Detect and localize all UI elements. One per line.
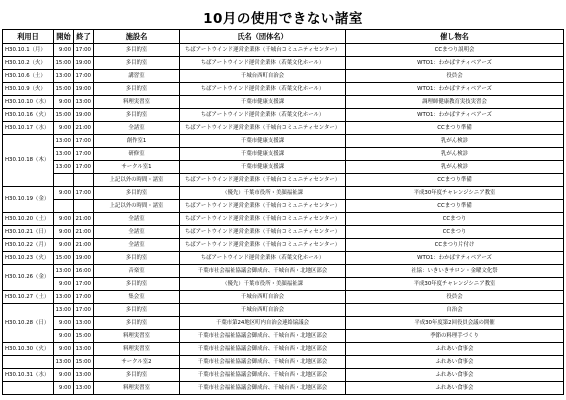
table-row	[3, 148, 564, 161]
start-time-cell: 9:00	[54, 239, 74, 252]
start-time-cell: 13:00	[54, 161, 74, 174]
event-cell: WTO1：わかばすティベアーズ	[346, 109, 564, 122]
start-time-cell: 9:00	[54, 44, 74, 57]
table-row	[3, 161, 564, 174]
table-row	[3, 369, 564, 382]
table-row	[3, 200, 564, 213]
event-cell: CCまつり準備	[346, 200, 564, 213]
organization-cell: 千葉市社会福祉協議会御成台、千城台西・北地区部会	[180, 330, 346, 343]
event-cell: ふれあい食事会	[346, 369, 564, 382]
start-time-cell: 9:00	[54, 317, 74, 330]
column-header-start: 開始	[54, 30, 74, 44]
end-time-cell: 21:00	[74, 226, 94, 239]
end-time-cell: 21:00	[74, 213, 94, 226]
start-time-cell: 13:00	[54, 70, 74, 83]
date-cell: H30.10.6（土）	[3, 70, 54, 83]
event-cell: 役員会	[346, 70, 564, 83]
organization-cell: （優先）千葉市役所・美顔福祉課	[180, 278, 346, 291]
event-cell: CCまつり準備	[346, 122, 564, 135]
start-time-cell: 15:00	[54, 252, 74, 265]
table-row	[3, 239, 564, 252]
end-time-cell: 21:00	[74, 122, 94, 135]
date-cell: H30.10.31（水）	[3, 369, 54, 382]
room-cell: サークル室2	[94, 356, 180, 369]
table-row	[3, 122, 564, 135]
event-cell: 自治会	[346, 304, 564, 317]
column-header-room: 施設名	[94, 30, 180, 44]
room-cell: 全諸室	[94, 122, 180, 135]
start-time-cell: 9:00	[54, 330, 74, 343]
event-cell: WTO1：わかばすティベアーズ	[346, 83, 564, 96]
room-cell: 研修室	[94, 148, 180, 161]
event-cell: 平成30年度チャレンジシニア教室	[346, 278, 564, 291]
table-row	[3, 96, 564, 109]
end-time-cell	[74, 174, 94, 187]
end-time-cell: 17:00	[74, 70, 94, 83]
end-time-cell: 13:00	[74, 382, 94, 395]
table-row	[3, 343, 564, 356]
start-time-cell: 9:00	[54, 343, 74, 356]
column-header-date: 利用日	[3, 30, 54, 44]
organization-cell: 千城台西町自治会	[180, 70, 346, 83]
table-row	[3, 213, 564, 226]
date-cell: H30.10.9（火）	[3, 83, 54, 96]
date-cell: H30.10.16（火）	[3, 109, 54, 122]
organization-cell: ちばアートウインド運営企業体（若葉文化ホール）	[180, 252, 346, 265]
room-cell: 多目的室	[94, 57, 180, 70]
table-row	[3, 382, 564, 395]
end-time-cell: 15:00	[74, 356, 94, 369]
organization-cell: 千葉市健康支援課	[180, 135, 346, 148]
room-cell: 料理実習室	[94, 343, 180, 356]
start-time-cell: 9:00	[54, 278, 74, 291]
organization-cell: ちばアートウインド運営企業体（若葉文化ホール）	[180, 109, 346, 122]
end-time-cell: 19:00	[74, 109, 94, 122]
end-time-cell: 19:00	[74, 252, 94, 265]
room-cell: サークル室1	[94, 161, 180, 174]
event-cell: CCまつり説明会	[346, 44, 564, 57]
end-time-cell: 17:00	[74, 278, 94, 291]
event-cell: CCまつり	[346, 226, 564, 239]
event-cell: 平成30年度チャレンジシニア教室	[346, 187, 564, 200]
table-row	[3, 265, 564, 278]
event-cell: 社協：いきいきサロン・金曜文化祭	[346, 265, 564, 278]
organization-cell: 千葉市健康支援課	[180, 96, 346, 109]
date-cell: H30.10.28（日）	[3, 304, 54, 343]
room-cell: 多目的室	[94, 304, 180, 317]
room-cell: 音楽室	[94, 265, 180, 278]
event-cell: CCまつり	[346, 213, 564, 226]
end-time-cell: 19:00	[74, 57, 94, 70]
start-time-cell: 13:00	[54, 304, 74, 317]
end-time-cell: 17:00	[74, 161, 94, 174]
organization-cell: ちばアートウインド運営企業体（千城台コミュニティセンター）	[180, 122, 346, 135]
table-row	[3, 278, 564, 291]
start-time-cell: 9:00	[54, 187, 74, 200]
organization-cell: ちばアートウインド運営企業体（若葉文化ホール）	[180, 83, 346, 96]
end-time-cell: 13:00	[74, 317, 94, 330]
organization-cell: 千葉市社会福祉協議会御成台、千城台西・北地区部会	[180, 369, 346, 382]
room-cell: 多目的室	[94, 83, 180, 96]
event-cell: 平成30年度第2回役員会議の開催	[346, 317, 564, 330]
table-row	[3, 135, 564, 148]
end-time-cell: 17:00	[74, 187, 94, 200]
start-time-cell: 9:00	[54, 96, 74, 109]
room-cell: 多目的室	[94, 187, 180, 200]
organization-cell: 千葉市第24地区町内自治会連絡協議会	[180, 317, 346, 330]
column-header-event: 催し物名	[346, 30, 564, 44]
start-time-cell: 13:00	[54, 148, 74, 161]
organization-cell: 千葉市社会福祉協議会御成台、千城台西・北地区部会	[180, 265, 346, 278]
room-cell: 集会室	[94, 291, 180, 304]
table-row	[3, 330, 564, 343]
date-cell: H30.10.30（火）	[3, 343, 54, 356]
event-cell: 乳がん検診	[346, 148, 564, 161]
room-cell: 上記以外の時間・諸室	[94, 200, 180, 213]
event-cell: WTO1：わかばすティベアーズ	[346, 252, 564, 265]
start-time-cell: 9:00	[54, 122, 74, 135]
end-time-cell: 13:00	[74, 96, 94, 109]
table-row	[3, 304, 564, 317]
event-cell: WTO1：わかばすティベアーズ	[346, 57, 564, 70]
date-cell: H30.10.20（土）	[3, 213, 54, 226]
end-time-cell: 19:00	[74, 83, 94, 96]
table-row	[3, 83, 564, 96]
room-cell: 多目的室	[94, 252, 180, 265]
start-time-cell: 13:00	[54, 135, 74, 148]
column-header-end: 終了	[74, 30, 94, 44]
start-time-cell: 15:00	[54, 57, 74, 70]
event-cell: ふれあい食事会	[346, 343, 564, 356]
organization-cell: ちばアートウインド運営企業体（千城台コミュニティセンター）	[180, 44, 346, 57]
room-cell: 多目的室	[94, 369, 180, 382]
start-time-cell: 13:00	[54, 291, 74, 304]
start-time-cell	[54, 174, 74, 187]
room-cell: 全諸室	[94, 226, 180, 239]
table-header-row	[3, 30, 564, 44]
organization-cell: ちばアートウインド運営企業体（千城台コミュニティセンター）	[180, 174, 346, 187]
table-row	[3, 57, 564, 70]
table-body	[3, 44, 564, 395]
date-cell	[3, 356, 54, 369]
end-time-cell: 13:00	[74, 343, 94, 356]
start-time-cell: 13:00	[54, 356, 74, 369]
event-cell: ふれあい食事会	[346, 356, 564, 369]
end-time-cell: 17:00	[74, 135, 94, 148]
start-time-cell: 9:00	[54, 226, 74, 239]
date-cell: H30.10.22（月）	[3, 239, 54, 252]
start-time-cell	[54, 200, 74, 213]
table-row	[3, 174, 564, 187]
schedule-table	[2, 29, 564, 395]
organization-cell: （優先）千葉市役所・美顔福祉課	[180, 187, 346, 200]
end-time-cell: 21:00	[74, 239, 94, 252]
room-cell: 全諸室	[94, 239, 180, 252]
date-cell: H30.10.19（金）	[3, 187, 54, 213]
event-cell: CCまつり片付け	[346, 239, 564, 252]
organization-cell: ちばアートウインド運営企業体（千城台コミュニティセンター）	[180, 200, 346, 213]
organization-cell: 千葉市社会福祉協議会御成台、千城台西・北地区部会	[180, 343, 346, 356]
end-time-cell: 17:00	[74, 44, 94, 57]
organization-cell: 千葉市社会福祉協議会御成台、千城台西・北地区部会	[180, 382, 346, 395]
table-row	[3, 109, 564, 122]
end-time-cell	[74, 200, 94, 213]
organization-cell: ちばアートウインド運営企業体（若葉文化ホール）	[180, 57, 346, 70]
room-cell: 全諸室	[94, 213, 180, 226]
event-cell: 役員会	[346, 291, 564, 304]
date-cell: H30.10.27（土）	[3, 291, 54, 304]
event-cell: 乳がん検診	[346, 161, 564, 174]
event-cell: 季節の料理手づくり	[346, 330, 564, 343]
start-time-cell: 15:00	[54, 83, 74, 96]
table-row	[3, 252, 564, 265]
table-row	[3, 356, 564, 369]
event-cell: 乳がん検診	[346, 135, 564, 148]
date-cell: H30.10.21（日）	[3, 226, 54, 239]
room-cell: 上記以外の時間・諸室	[94, 174, 180, 187]
room-cell: 料理実習室	[94, 96, 180, 109]
date-cell	[3, 382, 54, 395]
room-cell: 多目的室	[94, 44, 180, 57]
end-time-cell: 16:00	[74, 265, 94, 278]
organization-cell: 千城台西町自治会	[180, 291, 346, 304]
column-header-org: 氏名（団体名）	[180, 30, 346, 44]
end-time-cell: 17:00	[74, 304, 94, 317]
table-row	[3, 70, 564, 83]
event-cell: 調理師健康教育実技実習会	[346, 96, 564, 109]
table-row	[3, 317, 564, 330]
start-time-cell: 15:00	[54, 109, 74, 122]
room-cell: 多目的室	[94, 278, 180, 291]
organization-cell: 千葉市社会福祉協議会御成台、千城台西・北地区部会	[180, 356, 346, 369]
table-row	[3, 44, 564, 57]
end-time-cell: 17:00	[74, 291, 94, 304]
event-cell: CCまつり準備	[346, 174, 564, 187]
date-cell: H30.10.17（水）	[3, 122, 54, 135]
table-row	[3, 226, 564, 239]
organization-cell: 千葉市健康支援課	[180, 161, 346, 174]
date-cell: H30.10.2（火）	[3, 57, 54, 70]
start-time-cell: 9:00	[54, 369, 74, 382]
organization-cell: 千城台西町自治会	[180, 304, 346, 317]
date-cell: H30.10.10（水）	[3, 96, 54, 109]
end-time-cell: 13:00	[74, 369, 94, 382]
room-cell: 創作室1	[94, 135, 180, 148]
organization-cell: 千葉市健康支援課	[180, 148, 346, 161]
start-time-cell: 9:00	[54, 382, 74, 395]
page-title: 10月の使用できない諸室	[203, 11, 363, 27]
organization-cell: ちばアートウインド運営企業体（千城台コミュニティセンター）	[180, 226, 346, 239]
event-cell: ふれあい食事会	[346, 382, 564, 395]
end-time-cell: 15:00	[74, 330, 94, 343]
date-cell: H30.10.23（火）	[3, 252, 54, 265]
room-cell: 料理実習室	[94, 382, 180, 395]
organization-cell: ちばアートウインド運営企業体（千城台コミュニティセンター）	[180, 239, 346, 252]
date-cell: H30.10.18（木）	[3, 135, 54, 187]
start-time-cell: 13:00	[54, 265, 74, 278]
start-time-cell: 9:00	[54, 213, 74, 226]
table-row	[3, 187, 564, 200]
date-cell: H30.10.1（月）	[3, 44, 54, 57]
room-cell: 多目的室	[94, 109, 180, 122]
date-cell: H30.10.26（金）	[3, 265, 54, 291]
room-cell: 料理実習室	[94, 330, 180, 343]
end-time-cell: 17:00	[74, 148, 94, 161]
organization-cell: ちばアートウインド運営企業体（千城台コミュニティセンター）	[180, 213, 346, 226]
table-row	[3, 291, 564, 304]
room-cell: 多目的室	[94, 317, 180, 330]
room-cell: 講習室	[94, 70, 180, 83]
